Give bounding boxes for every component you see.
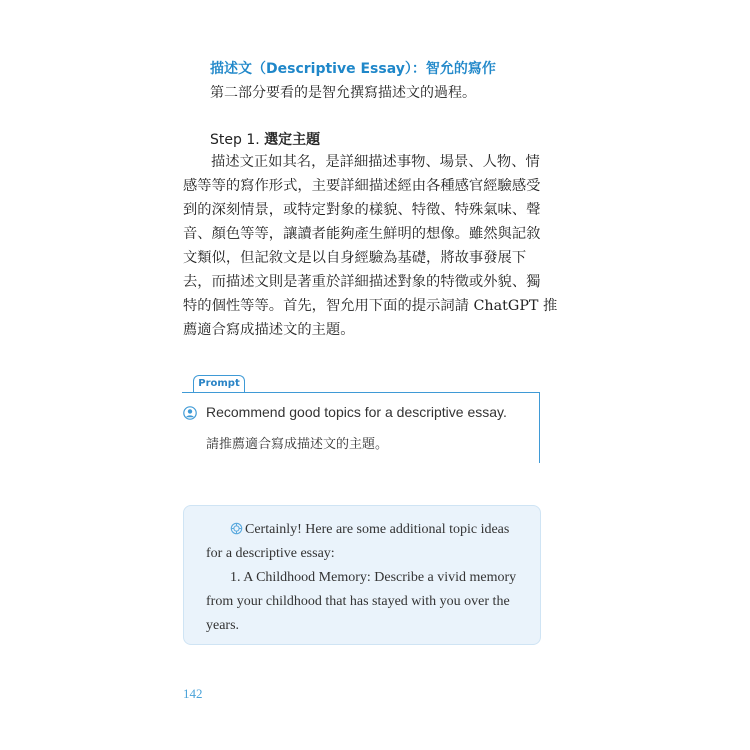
body-line: 到的深刻情景，或特定對象的樣貌、特徵、特殊氣味、聲 bbox=[183, 202, 541, 218]
response-line bbox=[206, 518, 531, 542]
body-line: 感等等的寫作形式，主要詳細描述經由各種感官經驗感受 bbox=[183, 178, 541, 194]
user-icon bbox=[183, 406, 197, 420]
section-title: 描述文（Descriptive Essay）：智允的寫作 bbox=[210, 61, 496, 77]
prompt-english-text: Recommend good topics for a descriptive essay. bbox=[206, 404, 507, 420]
body-line: 描述文正如其名，是詳細描述事物、場景、人物、情 bbox=[211, 154, 540, 170]
body-line: 薦適合寫成描述文的主題。 bbox=[183, 322, 355, 338]
response-line: for a descriptive essay: bbox=[206, 546, 335, 561]
step-name: 選定主題 bbox=[264, 132, 321, 148]
prompt-tab-label: Prompt bbox=[193, 375, 245, 392]
body-line: 音、顏色等等，讓讀者能夠產生鮮明的想像。雖然與記敘 bbox=[183, 226, 541, 242]
chatgpt-icon bbox=[230, 522, 243, 535]
step-number: Step 1. bbox=[210, 132, 265, 148]
page-number: 142 bbox=[183, 686, 203, 701]
response-line: years. bbox=[206, 618, 240, 633]
response-line: from your childhood that has stayed with you over the bbox=[206, 594, 510, 609]
prompt-box bbox=[182, 392, 540, 463]
response-line: 1. A Childhood Memory: Describe a vivid memory bbox=[230, 570, 517, 585]
response-line-text: Certainly! Here are some additional topic ideas bbox=[245, 522, 510, 537]
step-heading bbox=[210, 129, 320, 149]
body-line: 特的個性等等。首先，智允用下面的提示詞請 ChatGPT 推 bbox=[183, 298, 558, 314]
prompt-chinese-text: 請推薦適合寫成描述文的主題。 bbox=[206, 437, 389, 452]
body-paragraph bbox=[183, 150, 558, 342]
response-text bbox=[206, 518, 531, 638]
body-line: 去，而描述文則是著重於詳細描述對象的特徵或外貌、獨 bbox=[183, 274, 541, 290]
section-intro: 第二部分要看的是智允撰寫描述文的過程。 bbox=[210, 85, 476, 101]
body-line: 文類似，但記敘文是以自身經驗為基礎，將故事發展下 bbox=[183, 250, 527, 266]
